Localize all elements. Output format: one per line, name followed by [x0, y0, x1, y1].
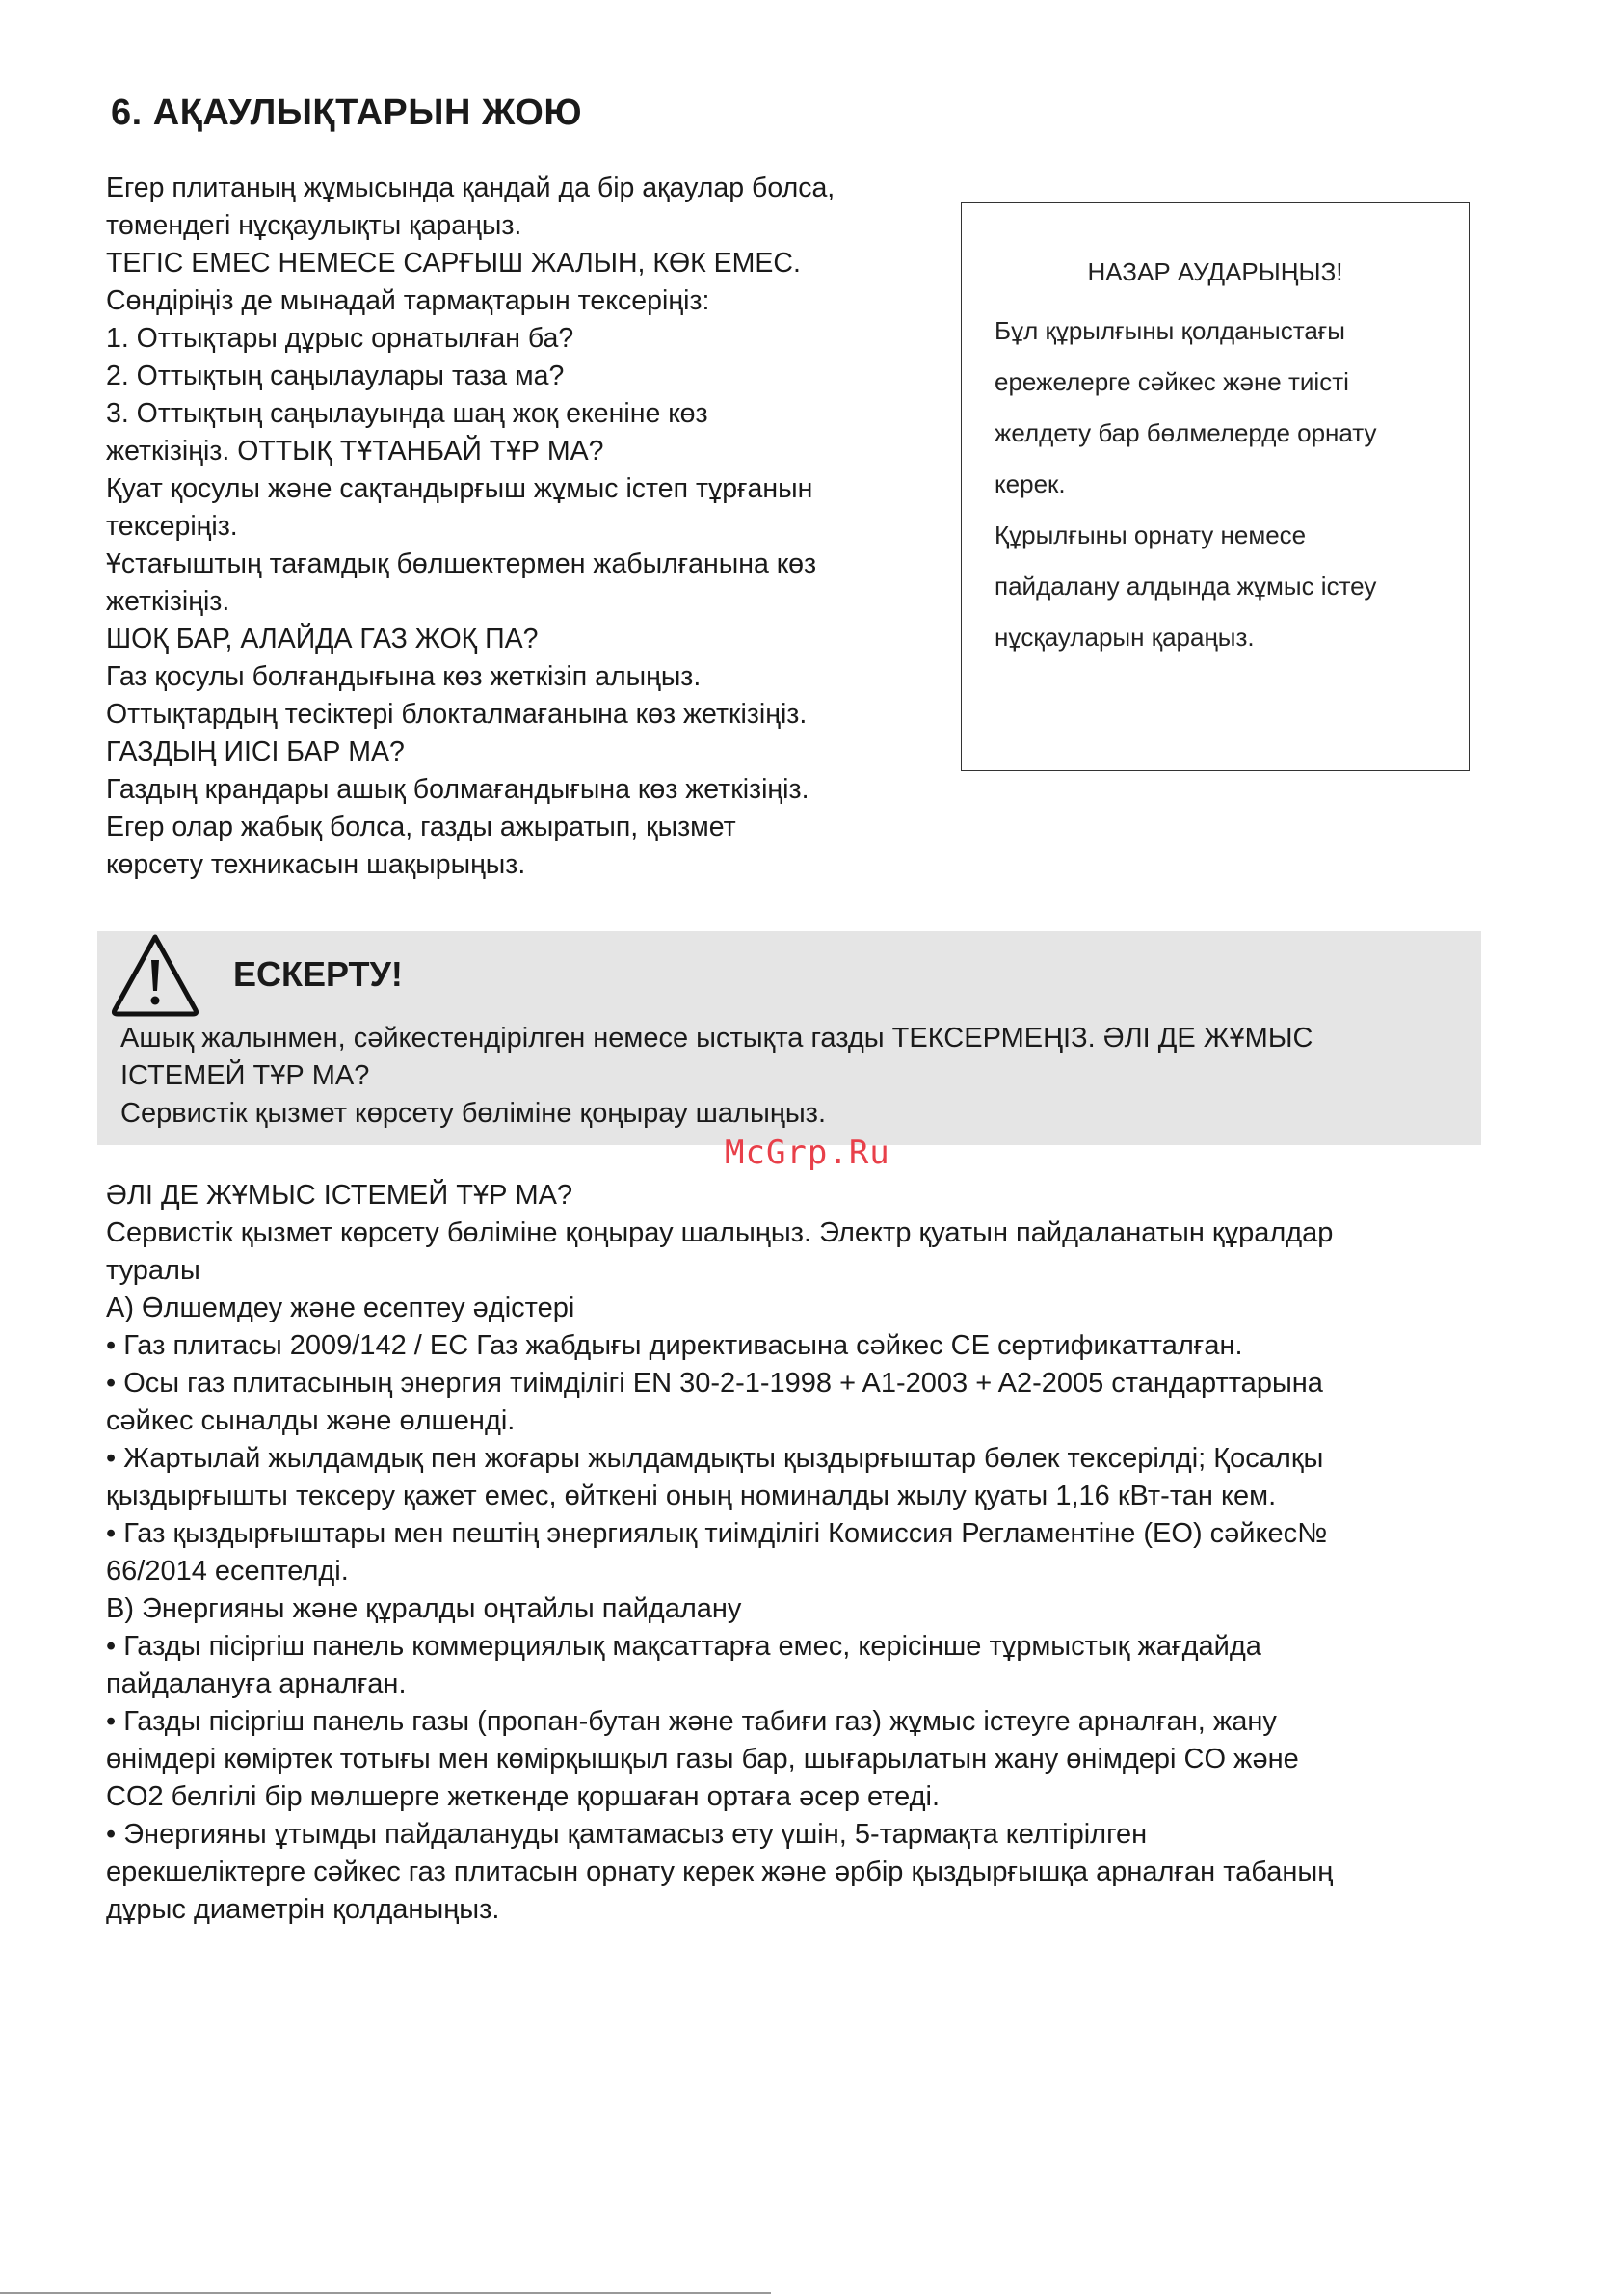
notice-body — [995, 306, 1377, 663]
text-line: • Энергияны ұтымды пайдалануды қамтамасыз ету үшін, 5-тармақта келтірілген — [106, 1819, 1148, 1850]
text-line: • Газ қыздырғыштары мен пештің энергиялық тиімділігі Комиссия Регламентіне (ЕО) сәйкес№ — [106, 1518, 1328, 1549]
notice-box — [961, 202, 1470, 771]
warning-triangle-icon — [109, 931, 201, 1018]
energy-info-text — [106, 1177, 1484, 1929]
warning-title: ЕСКЕРТУ! — [233, 954, 403, 994]
text-line: 3. Оттықтың саңылауында шаң жоқ екеніне көз — [106, 398, 708, 429]
text-line: жеткізіңіз. ОТТЫҚ ТҰТАНБАЙ ТҰР МА? — [106, 436, 604, 467]
notice-line: нұсқауларын қараңыз. — [995, 623, 1255, 652]
warning-line: ІСТЕМЕЙ ТҰР МА? — [120, 1060, 370, 1091]
text-line: A) Өлшемдеу және есептеу әдістері — [106, 1293, 575, 1323]
text-line: пайдалануға арналған. — [106, 1669, 407, 1699]
text-line: 1. Оттықтары дұрыс орнатылған ба? — [106, 323, 574, 354]
text-line: Егер олар жабық болса, газды ажыратып, қызмет — [106, 812, 736, 842]
notice-line: Бұл құрылғыны қолданыстағы — [995, 316, 1345, 345]
footer-divider — [0, 2292, 771, 2294]
text-line: Сөндіріңіз де мынадай тармақтарын тексеріңіз: — [106, 285, 710, 316]
warning-line: Сервистік қызмет көрсету бөліміне қоңырау шалыңыз. — [120, 1098, 827, 1129]
text-line: ШОҚ БАР, АЛАЙДА ГАЗ ЖОҚ ПА? — [106, 624, 539, 654]
text-line: ГАЗДЫҢ ИІСІ БАР МА? — [106, 736, 405, 767]
text-line: • Газды пісіргіш панель коммерциялық мақсаттарға емес, керісінше тұрмыстық жағдайда — [106, 1631, 1261, 1662]
notice-line: ережелерге сәйкес және тиісті — [995, 367, 1349, 396]
troubleshooting-text — [106, 170, 925, 884]
text-line: жеткізіңіз. — [106, 586, 230, 617]
text-line: B) Энергияны және құралды оңтайлы пайдалану — [106, 1593, 742, 1624]
text-line: дұрыс диаметрін қолданыңыз. — [106, 1894, 500, 1925]
text-line: төмендегі нұсқаулықты қараңыз. — [106, 210, 522, 241]
text-line: қыздырғышты тексеру қажет емес, өйткені оның номиналды жылу қуаты 1,16 кВт-тан кем. — [106, 1481, 1277, 1511]
text-line: сәйкес сыналды және өлшенді. — [106, 1405, 516, 1436]
text-line: ТЕГІС ЕМЕС НЕМЕСЕ САРҒЫШ ЖАЛЫН, КӨК ЕМЕС. — [106, 248, 801, 279]
text-line: ерекшеліктерге сәйкес газ плитасын орнату керек және әрбір қыздырғышқа арналған табаның — [106, 1856, 1334, 1887]
text-line: Газ қосулы болғандығына көз жеткізіп алыңыз. — [106, 661, 702, 692]
text-line: 2. Оттықтың саңылаулары таза ма? — [106, 360, 565, 391]
notice-line: Құрылғыны орнату немесе — [995, 521, 1307, 549]
notice-title: НАЗАР АУДАРЫҢЫЗ! — [1087, 257, 1343, 286]
text-line: Ұстағыштың тағамдық бөлшектермен жабылғанына көз — [106, 548, 817, 579]
warning-band — [97, 931, 1481, 1145]
text-line: көрсету техникасын шақырыңыз. — [106, 849, 526, 880]
text-line: • Газ плитасы 2009/142 / ЕС Газ жабдығы директивасына сәйкес CE сертификатталған. — [106, 1330, 1243, 1361]
warning-body — [120, 1020, 1313, 1133]
text-line: өнімдері көміртек тотығы мен көмірқышқыл газы бар, шығарылатын жану өнімдері CO және — [106, 1744, 1299, 1775]
text-line: тексеріңіз. — [106, 511, 238, 542]
text-line: Қуат қосулы және сақтандырғыш жұмыс істеп тұрғанын — [106, 473, 813, 504]
text-line: • Жартылай жылдамдық пен жоғары жылдамдықты қыздырғыштар бөлек тексерілді; Қосалқы — [106, 1443, 1324, 1474]
text-line: Газдың крандары ашық болмағандығына көз жеткізіңіз. — [106, 774, 809, 805]
text-line: ӘЛІ ДЕ ЖҰМЫС ІСТЕМЕЙ ТҰР МА? — [106, 1180, 573, 1211]
page-title: 6. АҚАУЛЫҚТАРЫН ЖОЮ — [111, 93, 583, 133]
notice-line: желдету бар бөлмелерде орнату — [995, 418, 1377, 447]
text-line: • Осы газ плитасының энергия тиімділігі EN 30-2-1-1998 + A1-2003 + A2-2005 стандарттарына — [106, 1368, 1323, 1399]
notice-line: пайдалану алдында жұмыс істеу — [995, 572, 1377, 601]
text-line: • Газды пісіргіш панель газы (пропан-бутан және табиғи газ) жұмыс істеуге арналған, жану — [106, 1706, 1277, 1737]
warning-line: Ашық жалынмен, сәйкестендірілген немесе ыстықта газды ТЕКСЕРМЕҢІЗ. ӘЛІ ДЕ ЖҰМЫС — [120, 1023, 1313, 1054]
notice-line: керек. — [995, 469, 1066, 498]
text-line: Оттықтардың тесіктері блокталмағанына көз жеткізіңіз. — [106, 699, 808, 730]
text-line: 66/2014 есептелді. — [106, 1556, 349, 1587]
text-line: CO2 белгілі бір мөлшерге жеткенде қоршаған ортаға әсер етеді. — [106, 1781, 941, 1812]
watermark: McGrp.Ru — [725, 1134, 890, 1172]
text-line: Сервистік қызмет көрсету бөліміне қоңырау шалыңыз. Электр қуатын пайдаланатын құралдар — [106, 1217, 1334, 1248]
text-line: туралы — [106, 1255, 200, 1286]
text-line: Егер плитаның жұмысында қандай да бір ақаулар болса, — [106, 173, 836, 203]
